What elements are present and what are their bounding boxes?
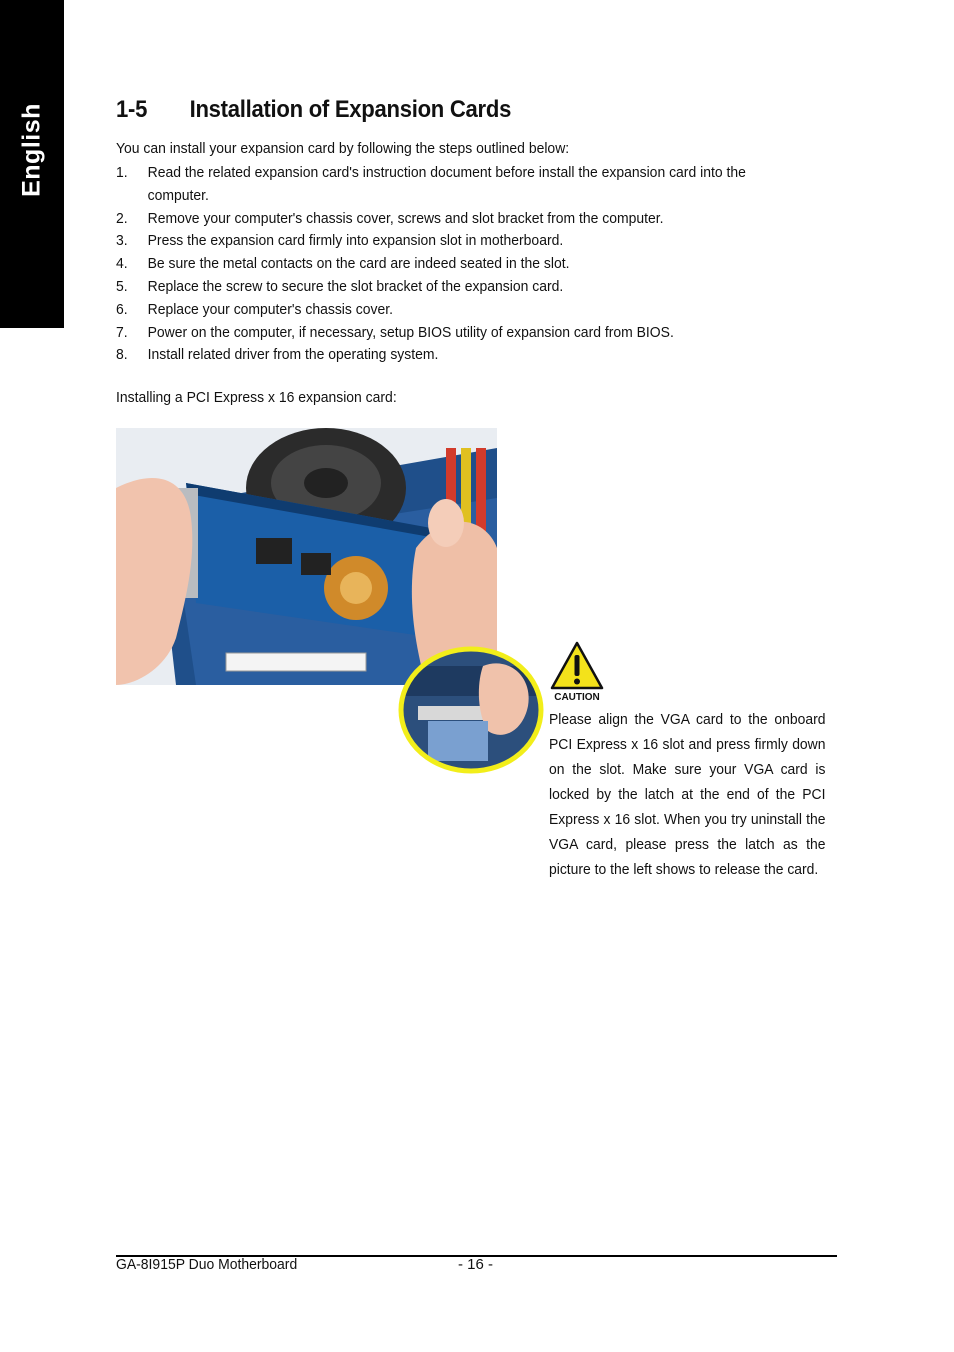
step-text: Read the related expansion card's instruction document before install the expansion card into the computer.: [147, 164, 746, 204]
step-number: 7.: [116, 323, 128, 341]
section-number: 1-5: [116, 96, 148, 123]
step-item: [116, 230, 804, 253]
step-text: Install related driver from the operating system.: [147, 346, 439, 364]
step-number: 6.: [116, 300, 128, 318]
pci-install-caption: Installing a PCI Express x 16 expansion card:: [116, 389, 397, 406]
step-item: [116, 322, 804, 345]
step-text: Replace your computer's chassis cover.: [147, 300, 393, 318]
step-item: [116, 299, 804, 322]
installation-steps: [116, 162, 804, 367]
step-number: 3.: [116, 232, 128, 250]
step-text: Press the expansion card firmly into expansion slot in motherboard.: [147, 232, 564, 250]
step-text: Remove your computer's chassis cover, screws and slot bracket from the computer.: [147, 209, 664, 227]
latch-closeup-photo: [398, 646, 544, 774]
step-text: Replace the screw to secure the slot bracket of the expansion card.: [147, 277, 564, 295]
step-item: [116, 162, 804, 208]
caution-icon: [549, 640, 607, 704]
step-item: [116, 276, 804, 299]
language-side-tab: [0, 0, 64, 328]
caution-label: CAUTION: [554, 692, 600, 703]
step-number: 4.: [116, 255, 128, 273]
step-number: 2.: [116, 209, 128, 227]
section-heading: [116, 96, 511, 124]
step-text: Be sure the metal contacts on the card are indeed seated in the slot.: [147, 255, 570, 273]
step-number: 8.: [116, 346, 128, 364]
step-number: 5.: [116, 277, 128, 295]
section-title: Installation of Expansion Cards: [189, 96, 512, 123]
step-number: 1.: [116, 164, 128, 181]
step-text: Power on the computer, if necessary, setup BIOS utility of expansion card from BIOS.: [147, 323, 674, 341]
language-tab-label: English: [17, 103, 46, 197]
step-item: [116, 253, 804, 276]
page-number: - 16 -: [458, 1256, 494, 1273]
step-item: [116, 208, 804, 231]
caution-text: Please align the VGA card to the onboard PCI Express x 16 slot and press firmly down on the slot. Make sure your VGA card is locked by the latch at the end of the PCI Express x 16 slot. When you try uninstall the VGA card, please press the latch as the picture to the left shows to release the card.: [549, 712, 826, 878]
footer-model: GA-8I915P Duo Motherboard: [116, 1256, 298, 1273]
step-item: [116, 344, 804, 367]
intro-text: You can install your expansion card by following the steps outlined below:: [116, 140, 570, 157]
